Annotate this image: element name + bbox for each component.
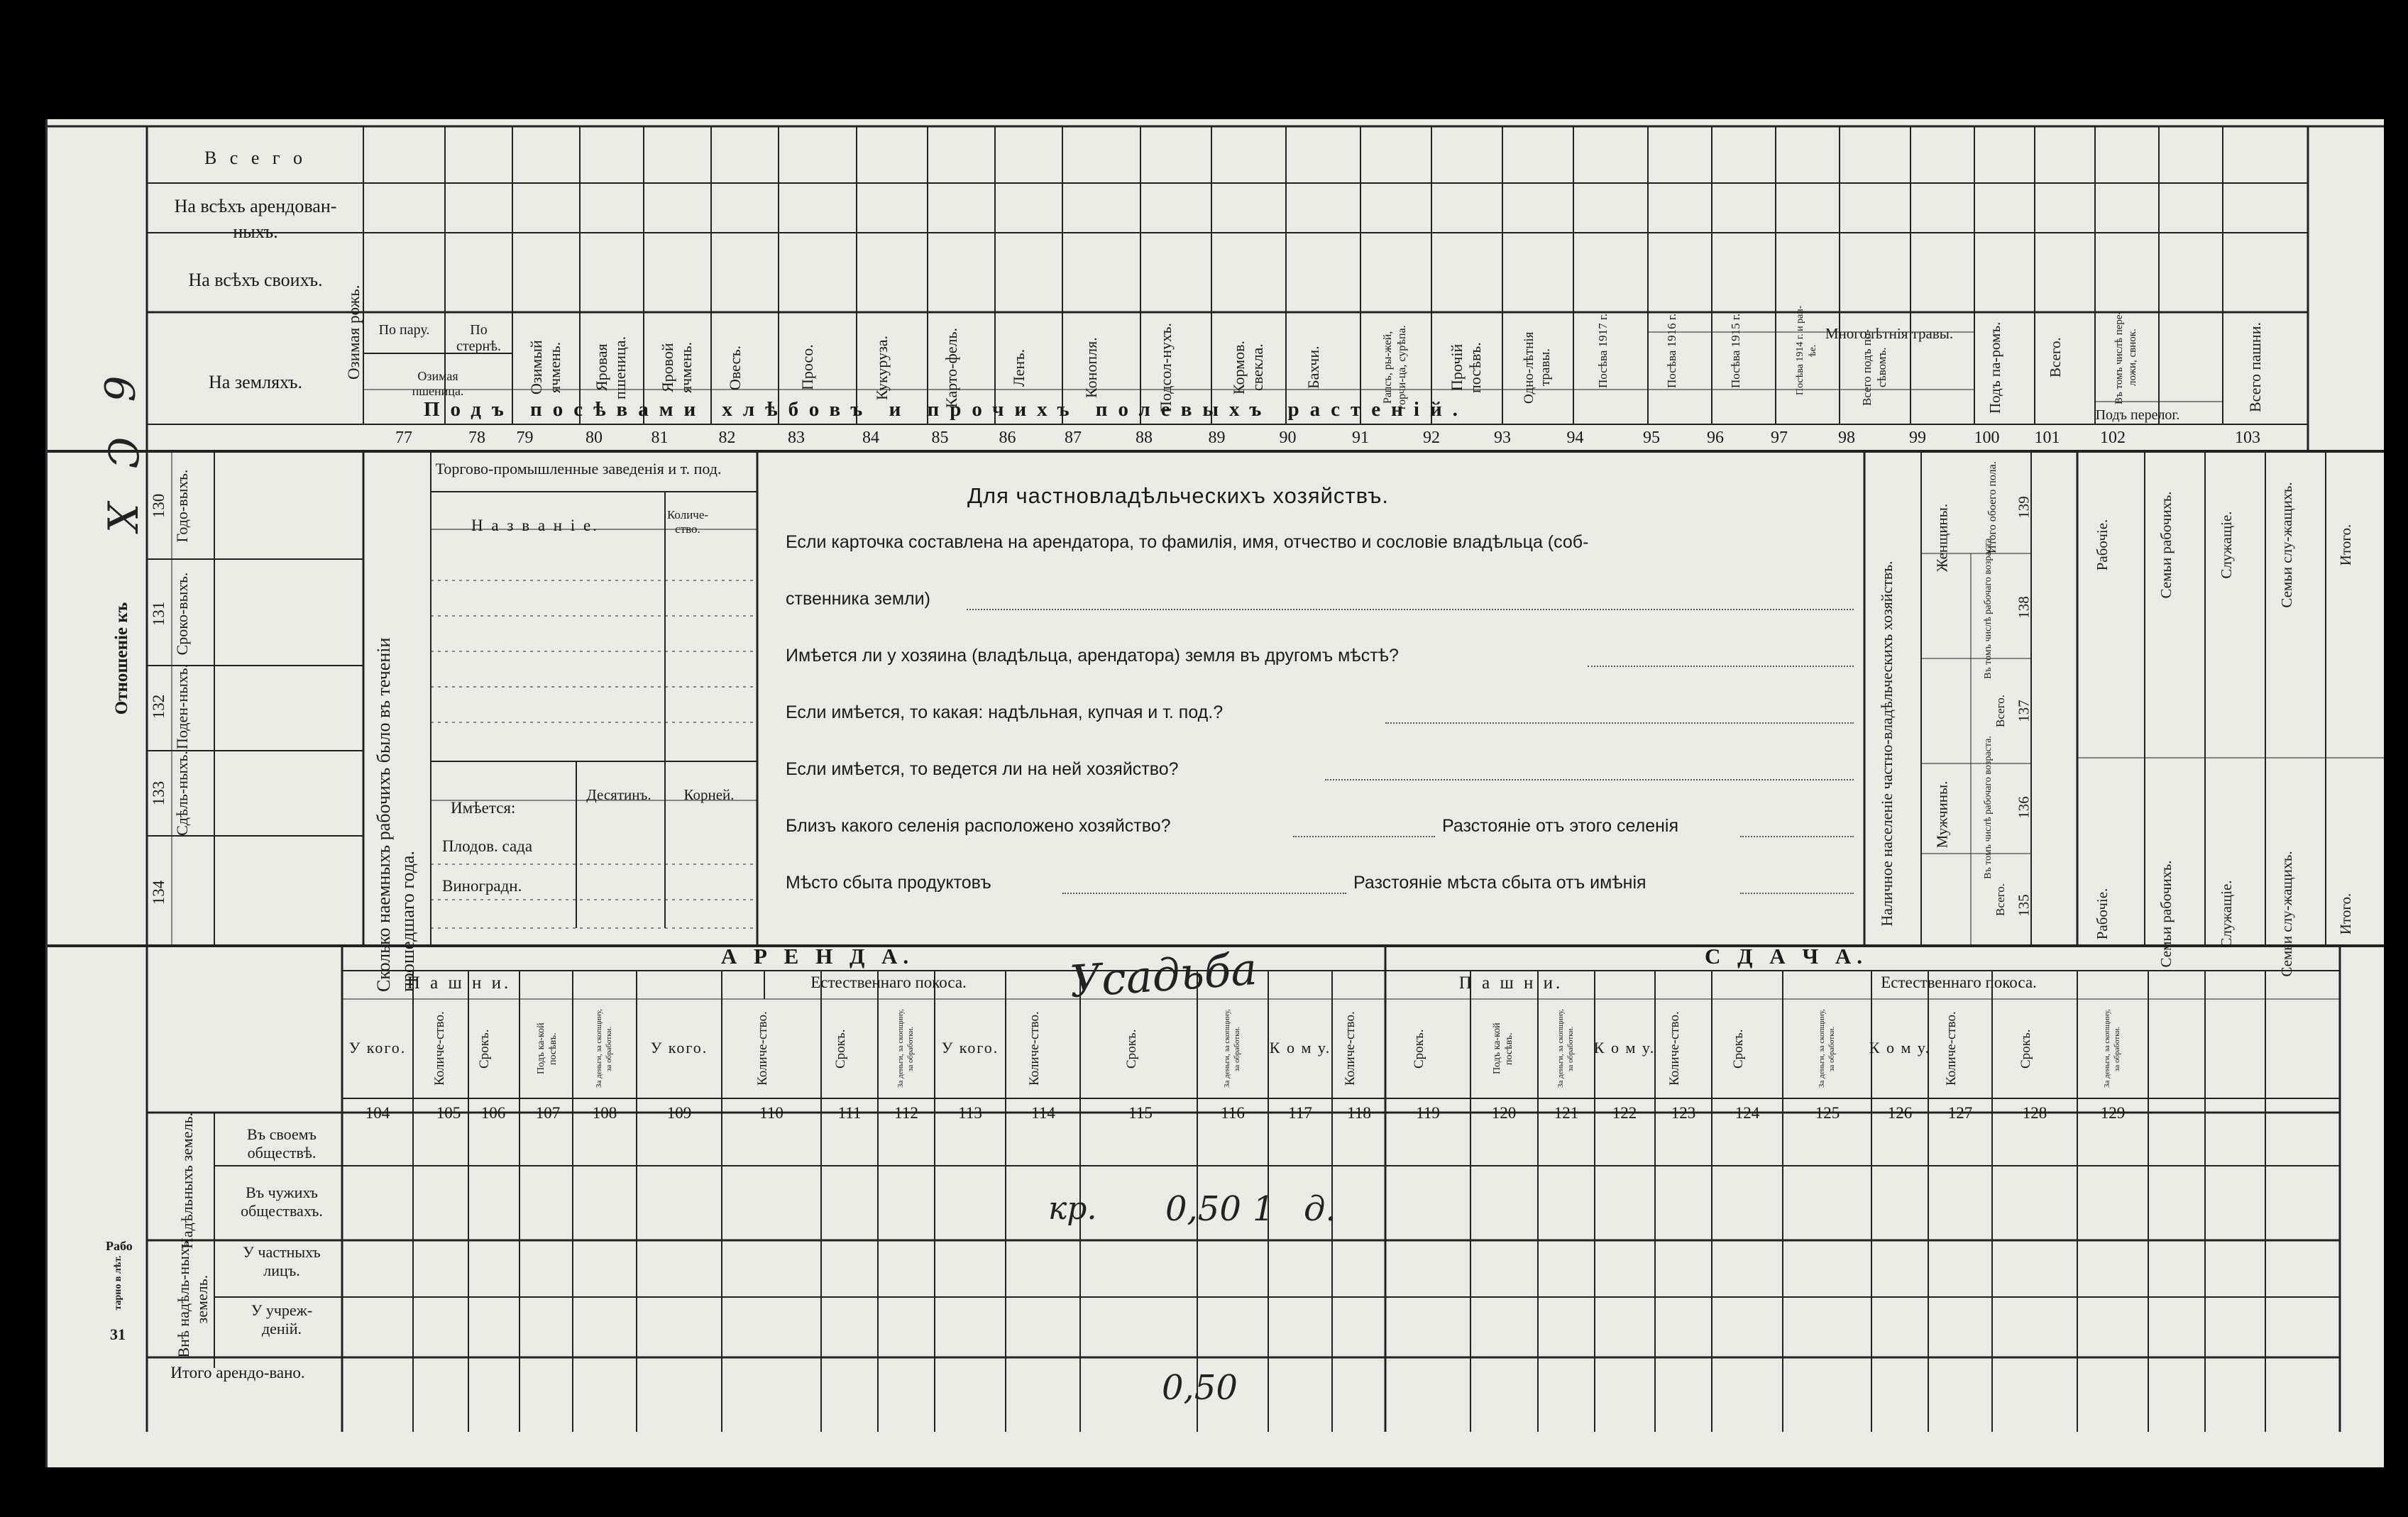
lease-header-14: Количе-ство. <box>1343 1011 1358 1086</box>
column-number-99: 99 <box>1909 429 1926 447</box>
group-vne: Внѣ надѣль-ныхъ земель. <box>175 1240 211 1358</box>
lease-number-112: 112 <box>894 1104 918 1122</box>
column-number-89: 89 <box>1208 429 1226 447</box>
staff-col-bottom-0: Рабочiе. <box>2093 888 2111 940</box>
row-label-rented-2: ныхъ. <box>233 221 278 242</box>
column-number-101: 101 <box>2034 429 2060 447</box>
crop-header-10: Карто-фель. <box>942 327 960 408</box>
staff-col-bottom-4: Итого. <box>2337 893 2354 935</box>
side-label-relation: Отношенiе къ <box>112 602 131 715</box>
column-number-80: 80 <box>585 429 603 447</box>
column-number-97: 97 <box>1771 429 1788 447</box>
lease-header-3: Подъ ка-кой посѣвъ. <box>536 1022 559 1075</box>
lease-header-10: Количе-ство. <box>1027 1011 1042 1086</box>
header-perelog: Подъ перелог. <box>2095 407 2180 423</box>
lease-header-11: Срокъ. <box>1124 1029 1139 1069</box>
lease-number-121: 121 <box>1554 1104 1579 1122</box>
answer-line-6b[interactable] <box>1740 893 1854 894</box>
answer-line-5a[interactable] <box>1293 836 1435 837</box>
handwritten-total: 0,50 <box>1162 1368 1238 1408</box>
lease-header-5: У кого. <box>650 1039 708 1057</box>
row-institutions: У учреж-денiй. <box>251 1301 313 1337</box>
question-4: Если имѣется, то ведется ли на ней хозяйство? <box>786 759 1179 779</box>
crop-header-14: Кормов. свекла. <box>1229 340 1266 395</box>
staff-col-top-1: Семьи рабочихъ. <box>2157 491 2175 599</box>
lease-number-125: 125 <box>1815 1104 1840 1122</box>
women-total-label: Всего. <box>1994 695 2007 727</box>
crop-header-8: Просо. <box>798 344 816 391</box>
row-label-lands: На земляхъ. <box>209 372 302 392</box>
total-both-label: Итого обоего пола. <box>1986 461 1999 553</box>
lease-number-106: 106 <box>480 1104 506 1122</box>
lease-number-127: 127 <box>1947 1104 1973 1122</box>
lease-number-113: 113 <box>958 1104 982 1122</box>
orchard-label: Плодов. сада <box>442 837 533 855</box>
worker-col-2: Поден-ныхъ. <box>173 664 191 749</box>
lease-number-114: 114 <box>1031 1104 1055 1122</box>
lease-number-124: 124 <box>1734 1104 1760 1122</box>
hired-workers-label: Сколько наемныхъ рабочихъ было въ теченiи прошедшаго года. <box>373 637 418 992</box>
lease-header-22: К о м у. <box>1869 1039 1931 1057</box>
handwritten-corner-1: 6 <box>94 375 143 402</box>
staff-col-top-3: Семьи слу-жащихъ. <box>2277 482 2295 608</box>
column-number-91: 91 <box>1352 429 1369 447</box>
men-label: Мужчины. <box>1933 780 1951 849</box>
worker-col-1: Сроко-выхъ. <box>173 572 191 656</box>
lease-header-21: За деньги, за скопщину, за обработки. <box>1818 1009 1836 1088</box>
handwritten-usadba: Усадьба <box>1067 942 1259 1008</box>
pop-num-137: 137 <box>2015 700 2033 722</box>
crop-header-2: По стернѣ. <box>456 322 502 354</box>
sdacha-header: С Д А Ч А. <box>1705 944 1868 969</box>
lease-number-120: 120 <box>1491 1104 1517 1122</box>
column-number-77: 77 <box>395 429 412 447</box>
trade-name-label: Н а з в а н i е. <box>471 517 599 534</box>
pop-num-138: 138 <box>2015 596 2033 619</box>
header-perennial: Многолѣтнiя травы. <box>1825 325 1954 342</box>
pop-num-136: 136 <box>2015 796 2033 819</box>
question-3: Если имѣется, то какая: надѣльная, купчая и т. под.? <box>786 702 1224 722</box>
margin-note-2: тарно в лѣт. <box>113 1255 123 1311</box>
lease-number-129: 129 <box>2100 1104 2126 1122</box>
row-own-society: Въ своемъ обществѣ. <box>247 1125 317 1162</box>
question-5b: Разстоянiе отъ этого селенiя <box>1442 816 1679 836</box>
desyatin-label: Десятинъ. <box>586 786 652 803</box>
column-number-96: 96 <box>1707 429 1724 447</box>
answer-line-1[interactable] <box>967 609 1854 610</box>
column-number-100: 100 <box>1974 429 2000 447</box>
crop-header-1: По пару. <box>378 322 430 338</box>
trade-qty-label: Количе-ство. <box>666 508 709 536</box>
crop-header-16: Рапсъ, ры-жей, горчи-ца, сурѣпа. <box>1382 325 1408 410</box>
crop-header-9: Кукуруза. <box>873 335 891 400</box>
sdacha-pashni: П а ш н и. <box>1458 973 1563 993</box>
row-label-own: На всѣхъ своихъ. <box>188 270 323 290</box>
column-number-93: 93 <box>1494 429 1511 447</box>
column-number-87: 87 <box>1065 429 1082 447</box>
lease-header-1: Количе-ство. <box>432 1011 447 1086</box>
lease-header-7: Срокъ. <box>833 1029 848 1069</box>
crop-header-26: Всего. <box>2046 337 2064 378</box>
crop-header-17: Прочiй посѣвъ. <box>1448 342 1484 393</box>
lease-number-110: 110 <box>759 1104 784 1122</box>
worker-num-132: 132 <box>150 694 167 719</box>
lease-header-12: За деньги, за скопщину, за обработки. <box>1223 1009 1241 1088</box>
crop-header-20: Посѣва 1916 г. <box>1665 313 1678 388</box>
handwritten-corner-3: Х <box>97 503 146 533</box>
column-number-84: 84 <box>862 429 879 447</box>
column-number-85: 85 <box>931 429 949 447</box>
women-label: Женщины. <box>1933 503 1951 573</box>
question-6b: Разстоянiе мѣста сбыта отъ имѣнiя <box>1353 873 1646 893</box>
column-number-95: 95 <box>1643 429 1660 447</box>
crop-header-24: Всего подъ по-сѣвомъ. <box>1860 329 1889 406</box>
crop-header-21: Посѣва 1915 г. <box>1729 313 1742 388</box>
question-1b: ственника земли) <box>786 589 930 609</box>
handwritten-term: 1 <box>1253 1189 1275 1229</box>
answer-line-5b[interactable] <box>1740 836 1854 837</box>
arenda-header: А Р Е Н Д А. <box>720 944 915 969</box>
lease-header-6: Количе-ство. <box>755 1011 770 1086</box>
staff-col-bottom-1: Семьи рабочихъ. <box>2157 860 2175 968</box>
crop-header-25: Подъ па-ромъ. <box>1986 321 2003 414</box>
lease-number-108: 108 <box>592 1104 617 1122</box>
worker-num-131: 131 <box>150 601 167 627</box>
margin-note-1: Рабо <box>106 1239 133 1253</box>
lease-header-2: Срокъ. <box>477 1029 492 1069</box>
crop-header-29: Всего пашни. <box>2246 322 2264 413</box>
lease-number-117: 117 <box>1288 1104 1312 1122</box>
lease-number-119: 119 <box>1416 1104 1440 1122</box>
crop-header-15: Бахчи. <box>1304 346 1322 390</box>
lease-number-109: 109 <box>666 1104 692 1122</box>
column-number-78: 78 <box>468 429 485 447</box>
worker-num-130: 130 <box>150 493 167 519</box>
answer-line-4[interactable] <box>1325 779 1854 780</box>
crop-header-11: Ленъ. <box>1009 348 1028 387</box>
lease-header-23: Количе-ство. <box>1944 1011 1959 1086</box>
lease-header-17: За деньги, за скопщину, за обработки. <box>1556 1009 1575 1088</box>
pop-num-135: 135 <box>2015 894 2033 917</box>
row-private-persons: У частныхъ лицъ. <box>243 1243 321 1279</box>
column-number-103: 103 <box>2235 429 2260 447</box>
staff-col-top-0: Рабочiе. <box>2093 519 2111 571</box>
staff-col-top-2: Служащiе. <box>2217 511 2235 579</box>
worker-num-134: 134 <box>150 880 167 905</box>
worker-num-133: 133 <box>150 780 167 806</box>
crop-header-18: Одно-лѣтнiя травы. <box>1522 331 1553 404</box>
lease-number-105: 105 <box>436 1104 461 1122</box>
lease-header-24: Срокъ. <box>2018 1029 2033 1069</box>
lease-header-18: К о м у. <box>1593 1039 1656 1057</box>
answer-line-2[interactable] <box>1588 666 1854 667</box>
worker-col-3: Сдѣль-ныхъ. <box>173 751 191 836</box>
question-2: Имѣется ли у хозяина (владѣльца, арендатора) земля въ другомъ мѣстѣ? <box>786 646 1399 666</box>
column-number-81: 81 <box>651 429 669 447</box>
row-itogo: Итого арендо-вано. <box>170 1364 305 1381</box>
lease-number-126: 126 <box>1887 1104 1913 1122</box>
sdacha-pokos: Естественнаго покоса. <box>1881 973 2037 991</box>
crop-header-6: Яровой ячмень. <box>658 341 695 394</box>
men-total-label: Всего. <box>1994 883 2007 916</box>
lease-header-13: К о м у. <box>1269 1039 1331 1057</box>
lease-number-111: 111 <box>837 1104 862 1122</box>
korney-label: Корней. <box>683 786 735 803</box>
column-number-90: 90 <box>1279 429 1297 447</box>
lease-number-122: 122 <box>1612 1104 1637 1122</box>
column-number-92: 92 <box>1423 429 1440 447</box>
lease-header-15: Срокъ. <box>1412 1029 1426 1069</box>
staff-col-bottom-2: Служащiе. <box>2217 880 2235 948</box>
column-number-83: 83 <box>788 429 805 447</box>
arenda-pokos: Естественнаго покоса. <box>810 973 967 991</box>
crop-header-0: Озимая рожь. <box>344 285 363 380</box>
column-number-79: 79 <box>516 429 534 447</box>
population-label: Наличное населенiе частно-владѣльческихъ хозяйствъ. <box>1878 561 1896 927</box>
column-number-98: 98 <box>1838 429 1855 447</box>
lease-header-4: За деньги, за скопщину, за обработки. <box>595 1009 613 1088</box>
column-number-86: 86 <box>999 429 1016 447</box>
lease-number-115: 115 <box>1128 1104 1153 1122</box>
lease-header-16: Подъ ка-кой посѣвъ. <box>1492 1022 1514 1075</box>
crop-header-5: Яровая пшеница. <box>593 336 629 399</box>
lease-header-25: За деньги, за скопщину, за обработки. <box>2103 1009 2121 1088</box>
crop-header-13: Подсол-нухъ. <box>1157 322 1175 413</box>
handwritten-corner-2: С <box>99 436 148 469</box>
women-working-age-label: Въ томъ числѣ рабочаго возраста. <box>1983 536 1994 679</box>
group-nadel: Надѣльныхъ земель. <box>178 1112 196 1250</box>
lease-number-128: 128 <box>2022 1104 2047 1122</box>
has-label: Имѣется: <box>451 799 516 817</box>
lease-number-104: 104 <box>365 1104 390 1122</box>
lease-header-9: У кого. <box>941 1039 999 1057</box>
row-foreign-society: Въ чужихъ обществахъ. <box>241 1184 323 1220</box>
crop-header-4: Озимый ячмень. <box>527 340 563 395</box>
column-number-94: 94 <box>1566 429 1584 447</box>
handwritten-d: д. <box>1304 1189 1336 1229</box>
crop-header-12: Конопля. <box>1082 337 1100 398</box>
answer-line-6a[interactable] <box>1062 893 1346 894</box>
vineyard-label: Виноградн. <box>442 877 522 895</box>
question-1a: Если карточка составлена на арендатора, то фамилiя, имя, отчество и сословiе владѣльца (соб- <box>786 532 1589 552</box>
staff-col-top-4: Итого. <box>2337 524 2354 566</box>
lease-number-123: 123 <box>1671 1104 1696 1122</box>
lease-header-19: Количе-ство. <box>1667 1011 1682 1086</box>
men-working-age-label: Въ томъ числѣ рабочаго возраста. <box>1983 736 1994 879</box>
pop-num-139: 139 <box>2015 496 2033 519</box>
answer-line-3[interactable] <box>1385 722 1854 724</box>
crop-header-22: Посѣва 1914 г. и ран-ѣе. <box>1795 305 1818 396</box>
question-6a: Мѣсто сбыта продуктовъ <box>786 873 991 893</box>
trade-header: Торгово-промышленные заведенiя и т. под. <box>435 460 722 478</box>
margin-number: 31 <box>110 1325 126 1343</box>
crop-header-3: Озимая пшеница. <box>412 369 464 398</box>
lease-header-0: У кого. <box>348 1039 407 1057</box>
handwritten-quantity: 0,50 <box>1165 1189 1241 1229</box>
lease-number-118: 118 <box>1347 1104 1371 1122</box>
column-number-88: 88 <box>1136 429 1153 447</box>
column-number-82: 82 <box>718 429 736 447</box>
lease-number-116: 116 <box>1221 1104 1245 1122</box>
crop-header-19: Посѣва 1917 г. <box>1595 313 1610 388</box>
lease-header-20: Срокъ. <box>1731 1029 1746 1069</box>
question-5a: Близъ какого селенiя расположено хозяйство? <box>786 816 1171 836</box>
row-label-total: В с е г о <box>204 148 307 168</box>
lease-header-8: За деньги, за скопщину, за обработки. <box>896 1009 915 1088</box>
worker-col-0: Годо-выхъ. <box>173 469 191 543</box>
handwritten-kr: кр. <box>1048 1191 1097 1227</box>
lease-number-107: 107 <box>535 1104 561 1122</box>
crop-header-27: Въ томъ числѣ пере-ложи, свнок. <box>2113 311 2138 404</box>
arenda-pashni: П а ш н и. <box>407 973 512 993</box>
private-farms-title: Для частновладѣльческихъ хозяйствъ. <box>967 483 1390 508</box>
row-label-rented: На всѣхъ арендован- <box>174 196 337 216</box>
column-number-102: 102 <box>2100 429 2126 447</box>
staff-col-bottom-3: Семьи слу-жащихъ. <box>2277 851 2295 977</box>
census-card <box>45 119 2384 1467</box>
crops-banner: Подъ посѣвами хлѣбовъ и прочихъ полевыхъ растенiй. <box>424 398 1468 421</box>
crop-header-7: Овесъ. <box>725 345 744 390</box>
